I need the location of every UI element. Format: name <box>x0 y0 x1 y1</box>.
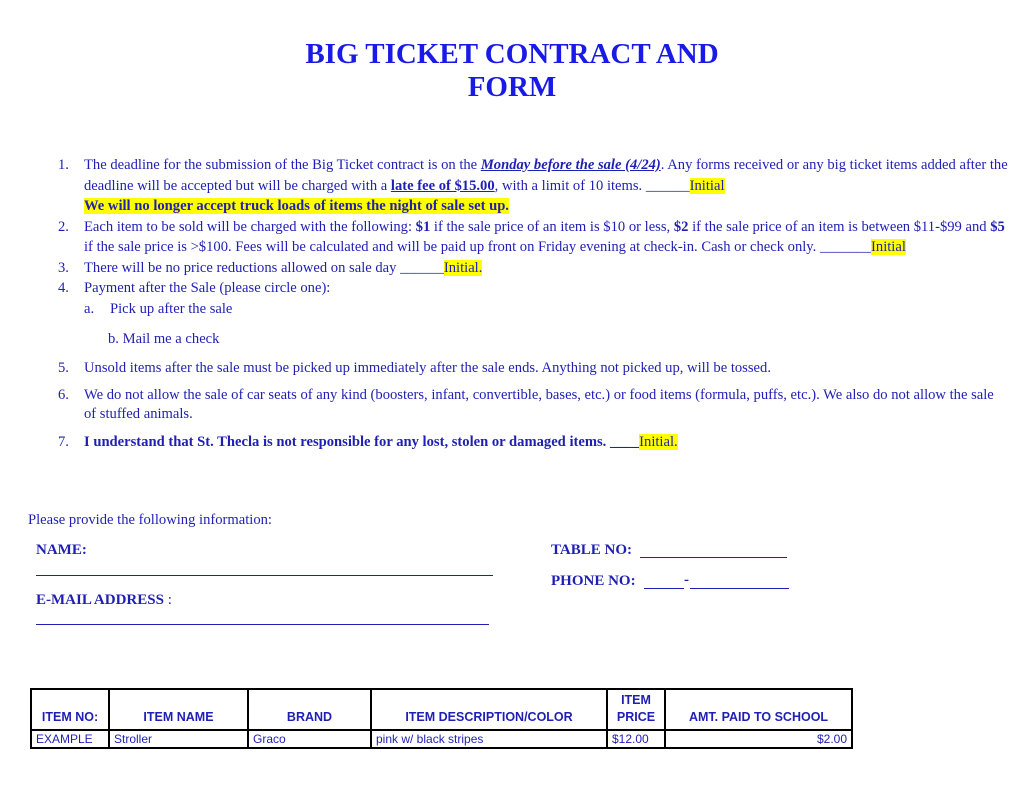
rule-text: Unsold items after the sale must be picked up immediately after the sale ends. Anything not picked up, will be tossed. <box>84 359 771 376</box>
rule-text: Each item to be sold will be charged with the following: <box>84 218 416 235</box>
form-intro: Please provide the following information: <box>28 512 272 528</box>
payment-option-pickup[interactable] <box>84 299 1008 320</box>
payment-option-mail[interactable] <box>84 329 1008 350</box>
email-field[interactable] <box>36 624 489 625</box>
table-header-row <box>31 689 852 730</box>
fee-3: $5 <box>990 218 1005 235</box>
rule-7 <box>58 432 1008 453</box>
phone-separator: - <box>684 572 689 588</box>
initial-field[interactable]: Initial <box>871 239 906 255</box>
name-field[interactable] <box>36 575 493 576</box>
fee-1: $1 <box>415 218 431 235</box>
phone-label: PHONE NO: <box>551 573 636 589</box>
table-no-field[interactable] <box>640 557 787 558</box>
rule-number: 1. <box>58 157 69 173</box>
cell-amt-paid: $2.00 <box>665 730 852 748</box>
col-brand: BRAND <box>248 689 371 730</box>
cell-brand: Graco <box>248 730 371 748</box>
initial-field[interactable]: Initial. <box>639 434 678 450</box>
rule-text: There will be no price reductions allowed on sale day ______ <box>84 259 444 276</box>
email-label <box>36 592 172 609</box>
items-table <box>30 688 853 749</box>
cell-price: $12.00 <box>607 730 665 748</box>
email-label-colon: : <box>163 592 172 608</box>
initial-field[interactable]: Initial. <box>443 259 483 276</box>
rule-6 <box>58 386 1008 424</box>
rule-number: 5. <box>58 359 69 376</box>
rules-list <box>58 155 1008 453</box>
name-label: NAME: <box>36 542 87 558</box>
rule-2 <box>58 217 1008 258</box>
col-description: ITEM DESCRIPTION/COLOR <box>371 689 607 730</box>
rule-text: if the sale price is >$100. Fees will be calculated and will be paid up front on Friday evening at check-in. Cash or check only. _______ <box>84 239 872 255</box>
col-item-no: ITEM NO: <box>31 689 109 730</box>
rule-number: 3. <box>58 259 69 276</box>
title-line-1: BIG TICKET CONTRACT AND <box>305 38 719 70</box>
late-fee: late fee of $15.00 <box>390 177 495 194</box>
cell-item-no: EXAMPLE <box>31 730 109 748</box>
cell-item-name: Stroller <box>109 730 248 748</box>
rule-text: The deadline for the submission of the Big Ticket contract is on the <box>84 157 481 173</box>
initial-field[interactable]: Initial <box>689 177 725 194</box>
truck-notice: We will no longer accept truck loads of items the night of sale set up. <box>84 198 509 214</box>
col-amt-paid: AMT. PAID TO SCHOOL <box>665 689 852 730</box>
rule-text: if the sale price of an item is $10 or less, <box>430 218 674 235</box>
col-item-name: ITEM NAME <box>109 689 248 730</box>
phone-number-field[interactable] <box>690 588 789 589</box>
rule-text: if the sale price of an item is between $11-$99 and <box>688 218 991 235</box>
rule-text: We do not allow the sale of car seats of any kind (boosters, infant, convertible, bases, etc.) or food items (formula, puffs, etc.). We also do not allow the sale of stuffed animals. <box>84 387 994 422</box>
rule-text: I understand that St. Thecla is not responsible for any lost, stolen or damaged items. ____ <box>84 434 640 450</box>
phone-area-field[interactable] <box>644 588 684 589</box>
title-line-2: FORM <box>467 71 557 103</box>
rule-3 <box>58 258 1008 279</box>
deadline-date: Monday before the sale (4/24) <box>480 157 661 173</box>
rule-text: , with a limit of 10 items. ______ <box>494 177 690 194</box>
rule-number: 6. <box>58 387 69 403</box>
rule-text: Payment after the Sale (please circle one): <box>84 280 331 296</box>
page-title <box>0 38 1024 104</box>
rule-number: 2. <box>58 218 69 235</box>
rule-number: 7. <box>58 434 69 450</box>
option-label: Mail me a check <box>122 331 220 347</box>
rule-text: . Any forms received or any big ticket items added after the deadline will be accepted but will be charged with a <box>84 157 1008 194</box>
table-row <box>31 730 852 748</box>
option-letter: a. <box>84 300 95 317</box>
rule-4 <box>58 278 1008 350</box>
rule-number: 4. <box>58 280 69 296</box>
option-label: Pick up after the sale <box>110 300 233 317</box>
fee-2: $2 <box>673 218 689 235</box>
col-price: ITEM PRICE <box>607 689 665 730</box>
table-no-label: TABLE NO: <box>551 542 632 558</box>
option-letter: b. <box>108 331 119 347</box>
rule-1 <box>58 155 1008 217</box>
cell-description: pink w/ black stripes <box>371 730 607 748</box>
email-label-text: E-MAIL ADDRESS <box>36 592 164 608</box>
rule-5 <box>58 358 1008 379</box>
